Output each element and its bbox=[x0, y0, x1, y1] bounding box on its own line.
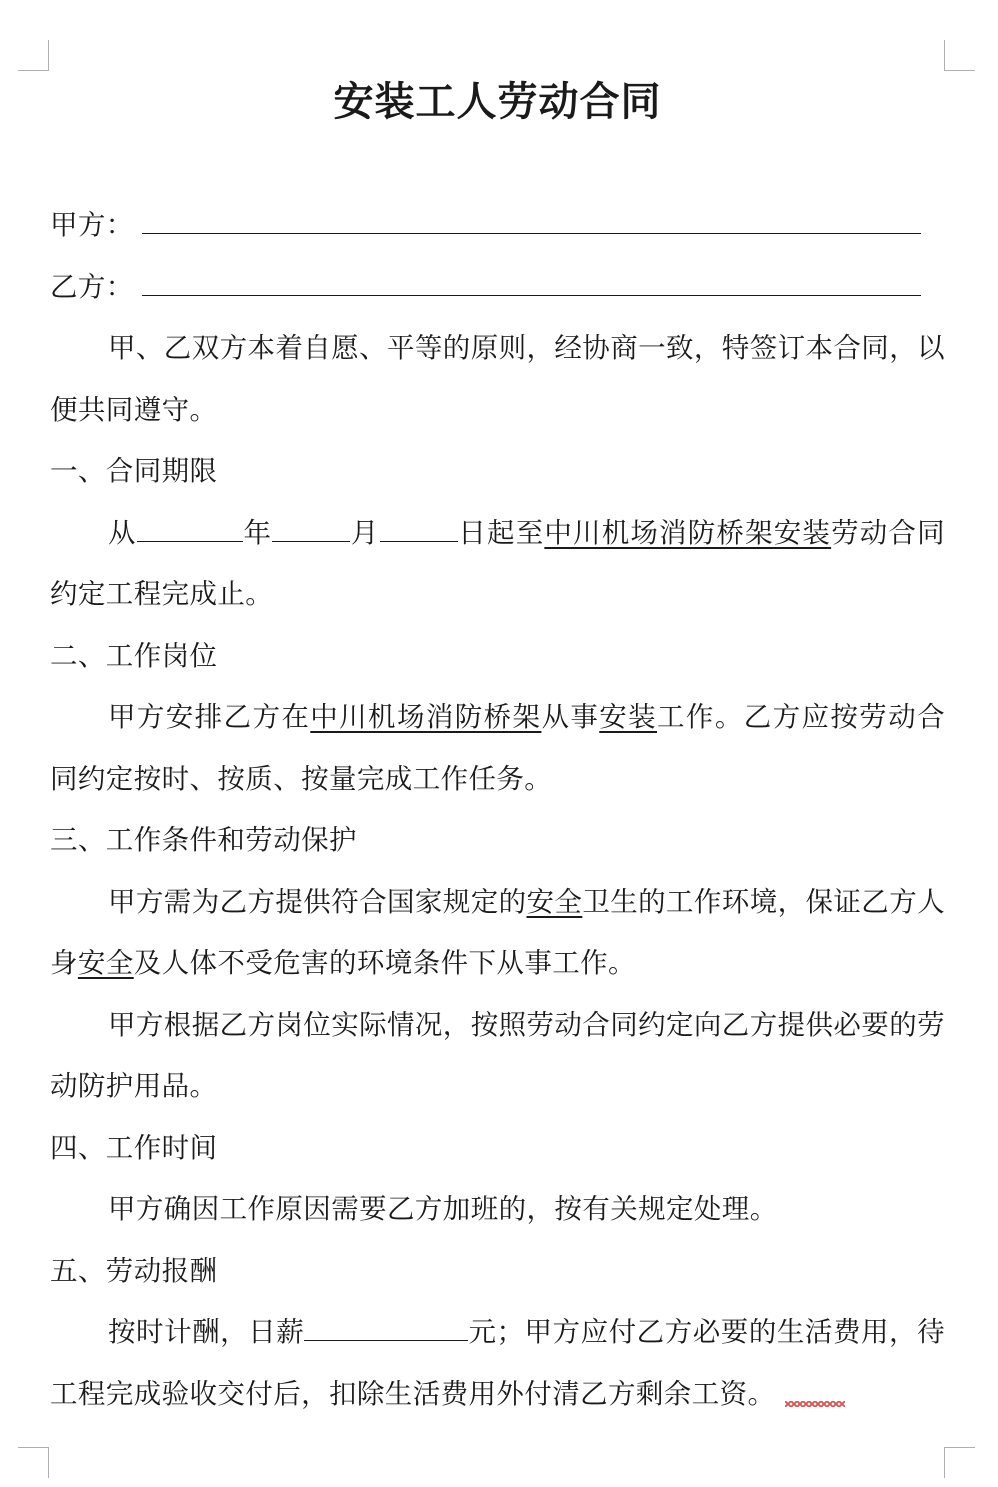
page-corner-mark-top-left bbox=[18, 40, 49, 71]
spellcheck-squiggle bbox=[785, 1401, 845, 1407]
section-3-heading: 三、工作条件和劳动保护 bbox=[50, 824, 357, 856]
section-4-heading: 四、工作时间 bbox=[50, 1131, 218, 1164]
project-name: 中川机场消防桥架安装 bbox=[544, 516, 832, 549]
party-a-blank bbox=[142, 207, 921, 234]
party-b-label: 乙方： bbox=[50, 270, 134, 303]
section-1-paragraph bbox=[50, 503, 945, 626]
post-text-a: 甲方安排乙方在 bbox=[108, 701, 311, 733]
intro-paragraph: 甲、乙双方本着自愿、平等的原则，经协商一致，特签订本合同，以便共同遵守。 bbox=[50, 332, 945, 426]
conditions-text-c: 及人体不受危害的环境条件下从事工作。 bbox=[133, 947, 636, 979]
section-3-paragraph-1 bbox=[50, 872, 945, 995]
party-a-label: 甲方： bbox=[50, 209, 134, 241]
day-blank bbox=[380, 519, 458, 542]
party-a-line bbox=[50, 195, 945, 257]
conditions-text-b: 卫生的工作环境，保证乙方人身 bbox=[50, 885, 946, 979]
post-text-b: 从事 bbox=[541, 701, 600, 733]
section-3-paragraph-2: 甲方根据乙方岗位实际情况，按照劳动合同约定向乙方提供必要的劳动防护用品。 bbox=[50, 1008, 945, 1102]
section-5-heading: 五、劳动报酬 bbox=[50, 1254, 218, 1287]
pay-text-a: 按时计酬，日薪 bbox=[108, 1316, 305, 1348]
month-blank bbox=[272, 519, 350, 542]
work-site: 中川机场消防桥架 bbox=[310, 701, 542, 733]
section-2-heading: 二、工作岗位 bbox=[50, 639, 218, 672]
daily-wage-blank bbox=[304, 1318, 468, 1341]
section-2-paragraph bbox=[50, 687, 945, 810]
page-corner-mark-top-right bbox=[944, 40, 975, 71]
section-4-paragraph: 甲方确因工作原因需要乙方加班的，按有关规定处理。 bbox=[108, 1193, 778, 1225]
term-from-text: 从 bbox=[108, 516, 137, 549]
year-blank bbox=[137, 519, 243, 542]
page-corner-mark-bottom-right bbox=[944, 1447, 975, 1478]
post-text-c: 工作。乙方应按劳动合同约定按时、按质、按量完成工作任务。 bbox=[50, 701, 945, 795]
section-1-heading: 一、合同期限 bbox=[50, 455, 218, 487]
term-month-text: 月 bbox=[350, 516, 380, 549]
party-b-line bbox=[50, 257, 945, 319]
term-day-text: 日起至 bbox=[457, 516, 545, 549]
pay-text-b: 元；甲方应付乙方必要的生活费用，待工程完成验收交付后，扣除生活费用外付清乙方剩余工资。 bbox=[50, 1316, 945, 1410]
term-rest-text: 劳动合同约定工程完成止。 bbox=[50, 516, 946, 610]
conditions-text-a: 甲方需为乙方提供符合国家规定的 bbox=[108, 885, 527, 918]
safety-term-1: 安全 bbox=[526, 885, 583, 918]
party-b-blank bbox=[142, 269, 921, 296]
page-corner-mark-bottom-left bbox=[18, 1447, 49, 1478]
document-title: 安装工人劳动合同 bbox=[333, 78, 662, 125]
job-type: 安装 bbox=[599, 701, 658, 733]
document-page[interactable] bbox=[50, 62, 945, 1425]
term-year-text: 年 bbox=[242, 516, 273, 549]
section-5-paragraph bbox=[50, 1302, 945, 1425]
safety-term-2: 安全 bbox=[77, 947, 134, 979]
